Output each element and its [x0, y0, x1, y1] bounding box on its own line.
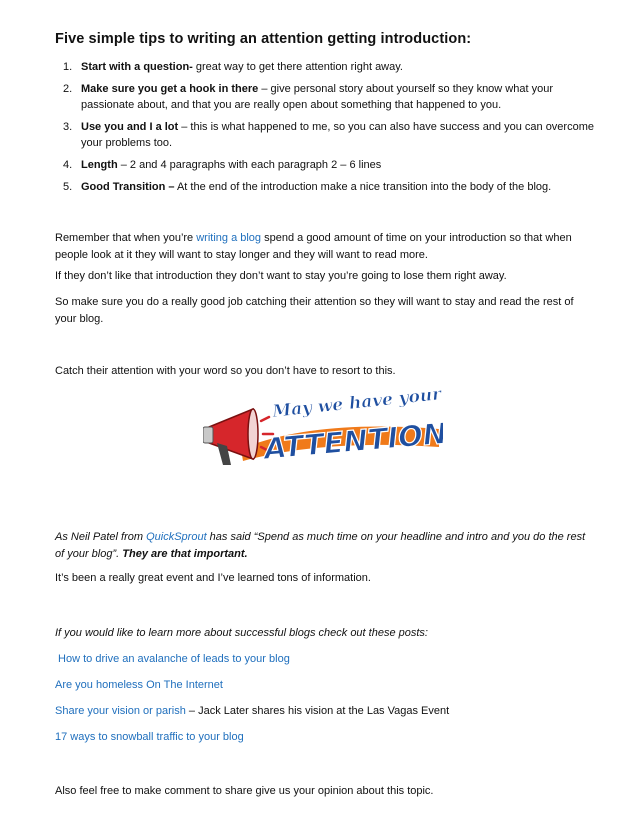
paragraph-catch-attention: Catch their attention with your word so you don’t have to resort to this. — [55, 365, 396, 377]
text-span: Remember that when you’re — [55, 232, 197, 244]
paragraph-dont-like: If they don’t like that introduction they don’t want to stay you’re going to lose them right away. — [55, 270, 507, 282]
post-link-item — [55, 651, 595, 668]
share-vision-link[interactable]: Share your vision or parish — [55, 705, 186, 717]
tip-text: – give personal story about yourself so they know what your passionate about, and that you are really open about something that happened to you. — [81, 83, 553, 111]
tip-title: Make sure you get a hook in there — [81, 83, 259, 95]
tip-text: – 2 and 4 paragraphs with each paragraph 2 – 6 lines — [117, 159, 382, 171]
snowball-traffic-link[interactable]: 17 ways to snowball traffic to your blog — [55, 731, 244, 743]
text-span: – Jack Later shares his vision at the Las Vagas Event — [185, 705, 450, 717]
list-item — [55, 179, 595, 195]
post-link-item — [55, 703, 595, 720]
list-item — [55, 59, 595, 75]
list-number: 4. — [63, 159, 73, 171]
tip-text: – this is what happened to me, so you can also have success and you can overcome your problems too. — [81, 121, 594, 149]
quicksprout-link[interactable]: QuickSprout — [146, 531, 207, 543]
posts-intro: If you would like to learn more about successful blogs check out these posts: — [55, 627, 428, 639]
text-span: As Neil Patel from — [55, 531, 147, 543]
writing-a-blog-link[interactable]: writing a blog — [196, 232, 262, 244]
list-item — [55, 119, 595, 151]
list-number: 2. — [63, 83, 73, 95]
post-link-item — [55, 677, 595, 694]
list-item — [55, 157, 595, 173]
text-span: spend a good amount of time on your introduction so that when people look at it they will want to stay longer and they will want to read more. — [55, 232, 572, 261]
banner-graphic — [203, 389, 443, 473]
tips-list — [55, 59, 595, 201]
tip-title: Start with a question- — [81, 61, 193, 73]
avalanche-of-leads-link[interactable]: How to drive an avalanche of leads to your blog — [55, 653, 290, 665]
tip-text: At the end of the introduction make a nice transition into the body of the blog. — [174, 181, 552, 193]
paragraph-comment: Also feel free to make comment to share give us your opinion about this topic. — [55, 785, 434, 797]
tip-text: great way to get there attention right away. — [192, 61, 403, 73]
list-number: 5. — [63, 181, 73, 193]
paragraph-event: It’s been a really great event and I’ve learned tons of information. — [55, 572, 371, 584]
list-item — [55, 81, 595, 113]
paragraph-remember — [55, 230, 595, 264]
attention-banner-image — [203, 389, 443, 473]
banner-line2: ATTENTION — [262, 416, 443, 466]
list-number: 3. — [63, 121, 73, 133]
tip-title: Use you and I a lot — [81, 121, 179, 133]
tip-title: Good Transition – — [81, 181, 175, 193]
text-span: has said “Spend as much time on your headline and intro and you do the rest of your blog”. — [55, 531, 586, 560]
list-number: 1. — [63, 61, 73, 73]
quote-emphasis: They are that important. — [122, 548, 248, 560]
banner-line1: May we have your — [271, 389, 443, 422]
tip-title: Length — [81, 159, 118, 171]
page-title: Five simple tips to writing an attention getting introduction: — [55, 31, 472, 47]
paragraph-quote — [55, 529, 595, 563]
homeless-on-internet-link[interactable]: Are you homeless On The Internet — [55, 679, 223, 691]
post-link-item — [55, 729, 595, 746]
paragraph-make-sure: So make sure you do a really good job catching their attention so they will want to stay and read the rest of your blog. — [55, 296, 574, 325]
